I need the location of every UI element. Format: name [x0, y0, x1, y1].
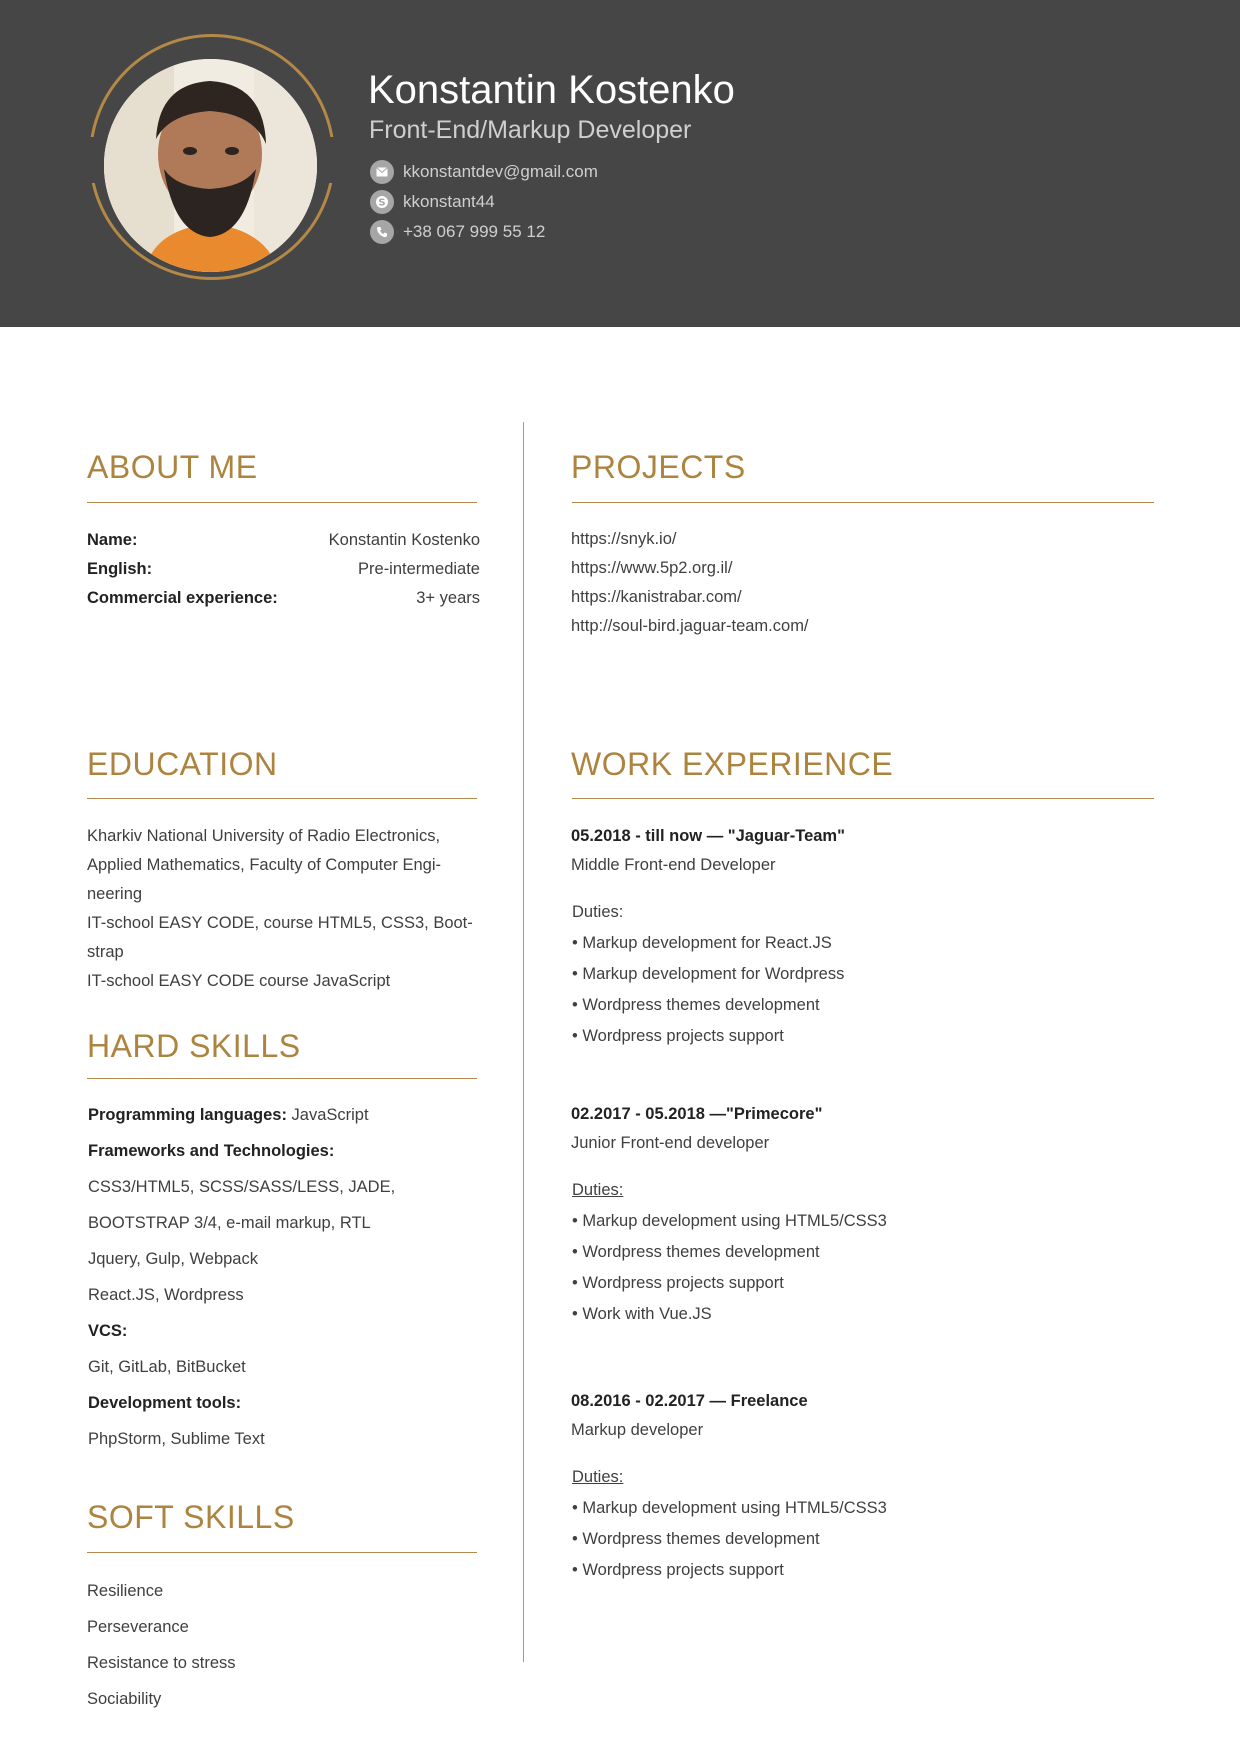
soft-skill-item: Sociability — [87, 1690, 162, 1708]
skill-tools-value: PhpStorm, Sublime Text — [88, 1430, 265, 1448]
project-link[interactable]: http://soul-bird.jaguar-team.com/ — [571, 617, 809, 635]
skill-tools-label: Development tools: — [88, 1394, 242, 1412]
education-line: IT-school EASY CODE course JavaScript — [87, 972, 391, 990]
contact-email[interactable] — [370, 159, 598, 185]
job-position: Junior Front-end developer — [571, 1134, 770, 1152]
job-duty: • Markup development for React.JS — [572, 934, 832, 952]
header-banner — [0, 0, 1240, 327]
job-title: Front-End/Markup Developer — [369, 116, 692, 144]
skill-frameworks-line: React.JS, Wordpress — [88, 1286, 244, 1304]
education-line: strap — [87, 943, 124, 961]
contact-skype[interactable] — [370, 189, 495, 215]
about-row-name — [87, 531, 480, 550]
full-name: Konstantin Kostenko — [368, 68, 735, 112]
education-title: EDUCATION — [87, 746, 278, 782]
contact-phone[interactable] — [370, 219, 545, 245]
job-period: 08.2016 - 02.2017 — Freelance — [571, 1392, 808, 1410]
skype-icon — [370, 190, 394, 214]
education-line: Kharkiv National University of Radio Electronics, — [87, 827, 441, 845]
education-line: Applied Mathematics, Faculty of Computer Engi- — [87, 856, 441, 874]
email-text: kkonstantdev@gmail.com — [403, 162, 598, 181]
svg-text:S: S — [378, 197, 386, 209]
about-label: English: — [87, 560, 153, 578]
job-duty: • Wordpress projects support — [572, 1027, 784, 1045]
soft-skills-rule — [87, 1552, 477, 1553]
projects-rule — [572, 502, 1154, 503]
soft-skill-item: Perseverance — [87, 1618, 189, 1636]
about-value: Konstantin Kostenko — [328, 531, 480, 549]
skill-label: Programming languages: — [88, 1106, 287, 1124]
job-duties-label: Duties: — [572, 903, 624, 921]
job-position: Middle Front-end Developer — [571, 856, 776, 874]
job-duty: • Markup development for Wordpress — [572, 965, 845, 983]
job-position: Markup developer — [571, 1421, 704, 1439]
hard-skills-title: HARD SKILLS — [87, 1028, 301, 1064]
soft-skill-item: Resilience — [87, 1582, 164, 1600]
projects-title: PROJECTS — [571, 449, 746, 485]
education-rule — [87, 798, 477, 799]
about-title: ABOUT ME — [87, 449, 258, 485]
project-link[interactable]: https://kanistrabar.com/ — [571, 588, 742, 606]
project-link[interactable]: https://www.5p2.org.il/ — [571, 559, 733, 577]
work-rule — [572, 798, 1154, 799]
skill-value: JavaScript — [286, 1106, 369, 1124]
job-duty: • Wordpress themes development — [572, 996, 820, 1014]
about-row-experience — [87, 589, 480, 608]
skill-programming-languages — [88, 1106, 369, 1125]
about-value: 3+ years — [416, 589, 480, 607]
job-duty: • Markup development using HTML5/CSS3 — [572, 1499, 887, 1517]
skill-vcs-value: Git, GitLab, BitBucket — [88, 1358, 246, 1376]
job-period: 05.2018 - till now — "Jaguar-Team" — [571, 827, 845, 845]
job-duty: • Wordpress themes development — [572, 1530, 820, 1548]
job-duties-label: Duties: — [572, 1468, 624, 1486]
skill-frameworks-label: Frameworks and Technologies: — [88, 1142, 335, 1160]
about-row-english — [87, 560, 480, 579]
skype-text: kkonstant44 — [403, 192, 495, 211]
column-divider — [523, 422, 524, 1662]
phone-icon — [370, 220, 394, 244]
job-duty: • Markup development using HTML5/CSS3 — [572, 1212, 887, 1230]
hard-skills-rule — [87, 1078, 477, 1079]
skill-frameworks-line: CSS3/HTML5, SCSS/SASS/LESS, JADE, — [88, 1178, 396, 1196]
skill-frameworks-line: Jquery, Gulp, Webpack — [88, 1250, 258, 1268]
phone-text: +38 067 999 55 12 — [403, 222, 546, 241]
job-duty: • Wordpress projects support — [572, 1274, 784, 1292]
about-value: Pre-intermediate — [358, 560, 480, 578]
work-title: WORK EXPERIENCE — [571, 746, 894, 782]
about-label: Commercial experience: — [87, 589, 278, 607]
about-label: Name: — [87, 531, 138, 549]
job-duties-label: Duties: — [572, 1181, 624, 1199]
education-line: IT-school EASY CODE, course HTML5, CSS3, Boot- — [87, 914, 473, 932]
soft-skill-item: Resistance to stress — [87, 1654, 236, 1672]
job-duty: • Work with Vue.JS — [572, 1305, 712, 1323]
job-duty: • Wordpress themes development — [572, 1243, 820, 1261]
job-period: 02.2017 - 05.2018 —"Primecore" — [571, 1105, 823, 1123]
skill-vcs-label: VCS: — [88, 1322, 128, 1340]
education-line: neering — [87, 885, 143, 903]
about-rule — [87, 502, 477, 503]
skill-frameworks-line: BOOTSTRAP 3/4, e-mail markup, RTL — [88, 1214, 371, 1232]
job-duty: • Wordpress projects support — [572, 1561, 784, 1579]
project-link[interactable]: https://snyk.io/ — [571, 530, 677, 548]
profile-photo — [104, 59, 317, 272]
email-icon — [370, 160, 394, 184]
soft-skills-title: SOFT SKILLS — [87, 1499, 295, 1535]
